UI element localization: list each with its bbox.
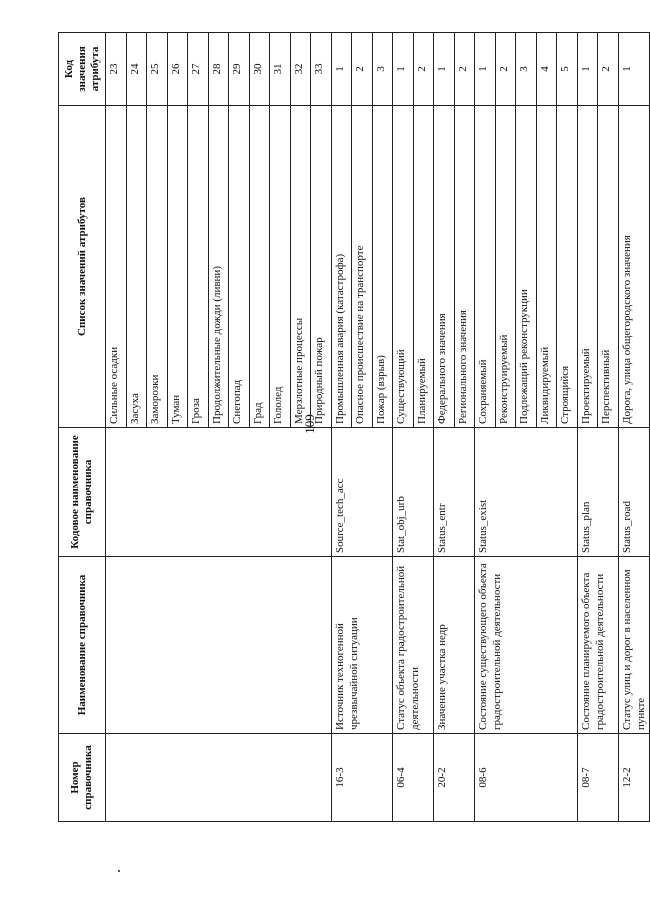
cell-value: Туман xyxy=(167,106,188,428)
cell-attr-code: 1 xyxy=(331,33,352,106)
cell-value: Существующий xyxy=(393,106,414,428)
cell-attr-code: 2 xyxy=(454,33,475,106)
cell-attr-code: 2 xyxy=(495,33,516,106)
cell-number: 20-2 xyxy=(434,734,475,822)
cell-code: Status_exist xyxy=(475,428,578,557)
cell-number: 06-4 xyxy=(393,734,434,822)
cell-value: Засуха xyxy=(126,106,147,428)
cell-value: Планируемый xyxy=(413,106,434,428)
rotated-table-container xyxy=(58,33,647,822)
table-row xyxy=(577,33,598,822)
cell-value: Пожар (взрыв) xyxy=(372,106,393,428)
table-row xyxy=(393,33,414,822)
column-header-attr-code: Код значения атрибута xyxy=(59,33,106,106)
table-row xyxy=(331,33,352,822)
cell-attr-code: 2 xyxy=(413,33,434,106)
cell-value: Подлежащий реконструкции xyxy=(516,106,537,428)
table-row xyxy=(475,33,496,822)
cell-name: Источник техногенной чрезвычайной ситуации xyxy=(331,557,393,734)
cell-code: Status_plan xyxy=(577,428,618,557)
cell-value: Заморозки xyxy=(147,106,168,428)
table-row xyxy=(434,33,455,822)
cell-value: Природный пожар xyxy=(311,106,332,428)
cell-attr-code: 27 xyxy=(188,33,209,106)
reference-table xyxy=(58,32,650,822)
cell-attr-code: 31 xyxy=(270,33,291,106)
cell-attr-code: 1 xyxy=(475,33,496,106)
cell-value: Реконструируемый xyxy=(495,106,516,428)
cell-attr-code: 5 xyxy=(557,33,578,106)
cell-value: Продолжительные дожди (ливни) xyxy=(208,106,229,428)
cell-code: Stat_obj_urb xyxy=(393,428,434,557)
cell-name: Статус объекта градостроительной деятельности xyxy=(393,557,434,734)
cell-attr-code: 1 xyxy=(577,33,598,106)
cell-attr-code: 2 xyxy=(352,33,373,106)
table-row xyxy=(618,33,649,822)
cell-value: Ликвидируемый xyxy=(536,106,557,428)
cell-value: Мерзлотные процессы xyxy=(290,106,311,428)
cell-value: Опасное происшествие на транспорте xyxy=(352,106,373,428)
cell-attr-code: 2 xyxy=(598,33,619,106)
column-header-name: Наименование справочника xyxy=(59,557,106,734)
cell-attr-code: 26 xyxy=(167,33,188,106)
cell-attr-code: 1 xyxy=(434,33,455,106)
table-row xyxy=(106,33,127,822)
cell-code: Source_tech_acc xyxy=(331,428,393,557)
cell-attr-code: 3 xyxy=(516,33,537,106)
cell-value: Промышленная авария (катастрофа) xyxy=(331,106,352,428)
cell-value: Дорога, улица общегородского значения xyxy=(618,106,649,428)
cell-number: 16-3 xyxy=(331,734,393,822)
cell-attr-code: 29 xyxy=(229,33,250,106)
cell-value: Сохраняемый xyxy=(475,106,496,428)
cell-value: Гололед xyxy=(270,106,291,428)
column-header-values: Список значений атрибутов xyxy=(59,106,106,428)
cell-attr-code: 24 xyxy=(126,33,147,106)
cell-attr-code: 25 xyxy=(147,33,168,106)
table-header-row xyxy=(59,33,106,822)
cell-attr-code: 32 xyxy=(290,33,311,106)
cell-value: Проектируемый xyxy=(577,106,598,428)
page-number: 109 xyxy=(301,414,317,434)
cell-number: 12-2 xyxy=(618,734,649,822)
cell-number: 08-7 xyxy=(577,734,618,822)
cell-value: Снегопад xyxy=(229,106,250,428)
cell-name: Статус улиц и дорог в населенном пункте xyxy=(618,557,649,734)
cell-value: Сильные осадки xyxy=(106,106,127,428)
cell-value: Строящийся xyxy=(557,106,578,428)
cell-value: Гроза xyxy=(188,106,209,428)
scan-speck xyxy=(118,870,120,872)
cell-value: Град xyxy=(249,106,270,428)
cell-name: Состояние существующего объекта градостроительной деятельности xyxy=(475,557,578,734)
cell-number xyxy=(106,734,332,822)
cell-attr-code: 3 xyxy=(372,33,393,106)
cell-name: Состояние планируемого объекта градостроительной деятельности xyxy=(577,557,618,734)
cell-attr-code: 28 xyxy=(208,33,229,106)
cell-value: Федерального значения xyxy=(434,106,455,428)
cell-code xyxy=(106,428,332,557)
cell-value: Перспективный xyxy=(598,106,619,428)
cell-number: 08-6 xyxy=(475,734,578,822)
cell-attr-code: 23 xyxy=(106,33,127,106)
cell-name: Значение участка недр xyxy=(434,557,475,734)
cell-value: Регионального значения xyxy=(454,106,475,428)
cell-attr-code: 1 xyxy=(393,33,414,106)
column-header-code: Кодовое наименование справочника xyxy=(59,428,106,557)
cell-code: Status_road xyxy=(618,428,649,557)
cell-name xyxy=(106,557,332,734)
cell-attr-code: 4 xyxy=(536,33,557,106)
cell-attr-code: 33 xyxy=(311,33,332,106)
cell-attr-code: 1 xyxy=(618,33,649,106)
column-header-number: Номер справочника xyxy=(59,734,106,822)
cell-attr-code: 30 xyxy=(249,33,270,106)
cell-code: Status_entr xyxy=(434,428,475,557)
